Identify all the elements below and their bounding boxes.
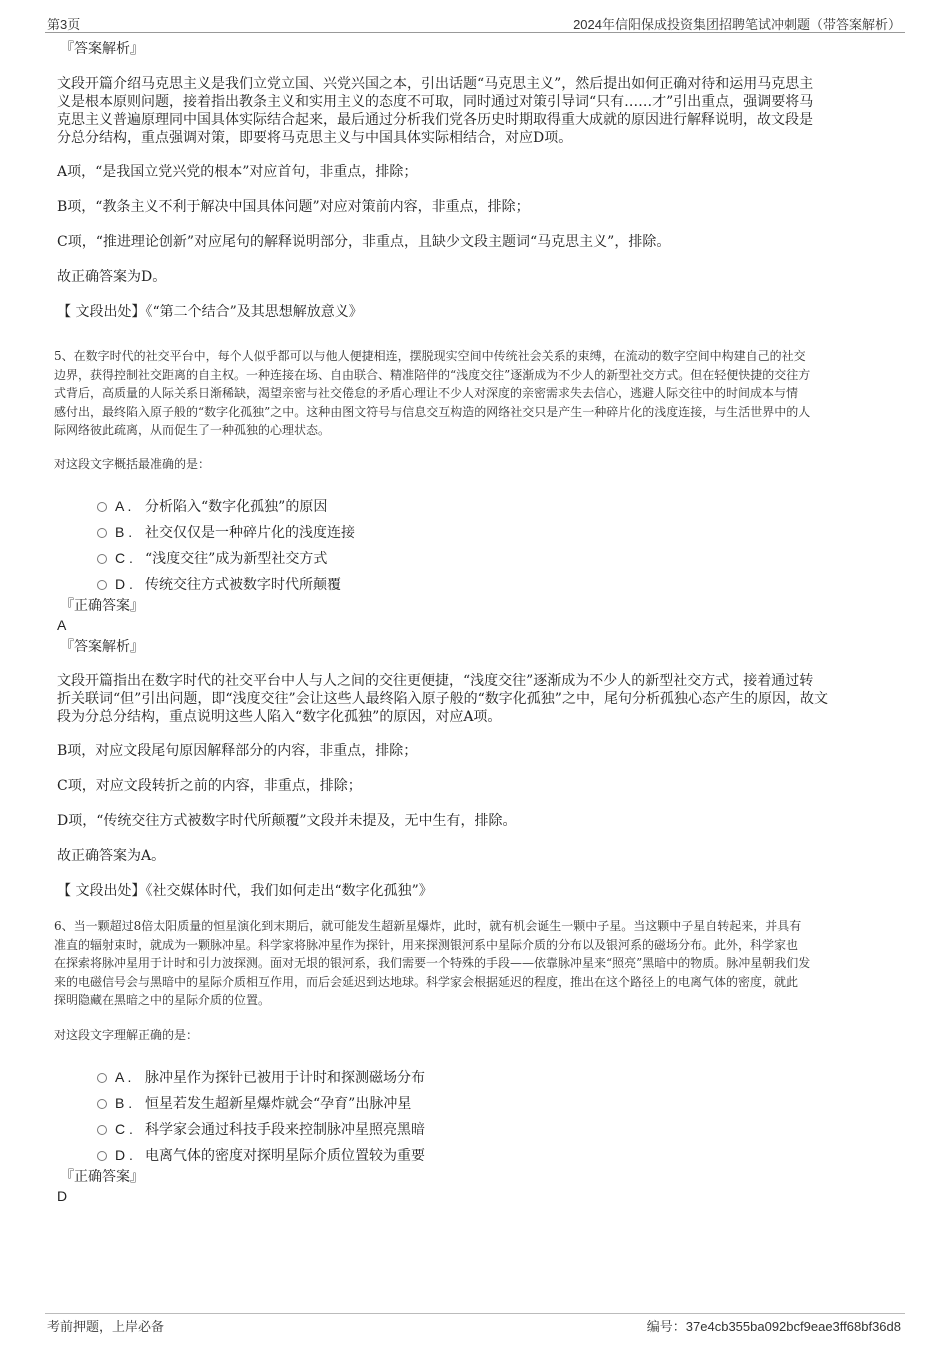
q6-option-a[interactable]: A . 脉冲星作为探针已被用于计时和探测磁场分布 <box>57 1064 897 1090</box>
q6-option-d[interactable]: D . 电离气体的密度对探明星际介质位置较为重要 <box>57 1142 897 1168</box>
q4-source: 【 文段出处】《“第二个结合”及其思想解放意义》 <box>57 304 363 320</box>
q6-correct-answer: D <box>57 1188 68 1204</box>
q5-option-d[interactable]: D . 传统交往方式被数字时代所颠覆 <box>57 571 897 597</box>
q6-prompt: 对这段文字理解正确的是： <box>54 1027 199 1042</box>
document-id: 编号：37e4cb355ba092bcf9eae3ff68bf36d8 <box>646 1319 901 1334</box>
page-content <box>54 40 897 1206</box>
page-number: 第3页 <box>47 17 81 32</box>
q5-conclusion: 故正确答案为A。 <box>57 848 166 864</box>
q5-options <box>57 493 897 597</box>
radio-button-icon[interactable] <box>97 1099 107 1109</box>
q5-source: 【 文段出处】《社交媒体时代，我们如何走出“数字化孤独”》 <box>57 883 433 899</box>
radio-button-icon[interactable] <box>97 1073 107 1083</box>
radio-button-icon[interactable] <box>97 528 107 538</box>
q6-option-b[interactable]: B . 恒星若发生超新星爆炸就会“孕育”出脉冲星 <box>57 1090 897 1116</box>
q4-analysis-label: 『答案解析』 <box>60 41 144 57</box>
q5-option-a[interactable]: A . 分析陷入“数字化孤独”的原因 <box>57 493 897 519</box>
q4-conclusion: 故正确答案为D。 <box>57 269 167 285</box>
q5-option-b[interactable]: B . 社交仅仅是一种碎片化的浅度连接 <box>57 519 897 545</box>
q5-prompt: 对这段文字概括最准确的是： <box>54 456 211 471</box>
radio-button-icon[interactable] <box>97 502 107 512</box>
q4-analysis: 文段开篇介绍马克思主义是我们立党立国、兴党兴国之本，引出话题“马克思主义”，然后提出如何正确对待和运用马克思主 义是根本原则问题，接着指出教条主义和实用主义的态度不可取，同时通过对策引导词“只有……才”引出重点，强调要将马 克思主义普遍原理同中国具体实际结合起来，最后通过分析我们党各历史时期取得重大成就的原因进行解释说明，故文段是 分总分结构，重点强调对策，即要将马克思主义与中国具体实际相结合，对应D项。 <box>57 76 814 146</box>
q5-note-b: B项，对应文段尾句原因解释部分的内容，非重点，排除； <box>57 743 418 759</box>
document-title: 2024年信阳保成投资集团招聘笔试冲刺题（带答案解析） <box>573 17 901 32</box>
q6-options <box>57 1064 897 1168</box>
radio-button-icon[interactable] <box>97 1125 107 1135</box>
footer-slogan: 考前押题，上岸必备 <box>47 1319 165 1334</box>
q6-question: 6、当一颗超过8倍太阳质量的恒星演化到末期后，就可能发生超新星爆炸，此时，就有机会诞生一颗中子星。当这颗中子星自转起来，并具有 准直的辐射束时，就成为一颗脉冲星。科学家将脉冲星作为探针，用来探测银河系中星际介质的分布以及银河系的磁场分布。此外，科学家也 在探索将脉冲星用于计时和引力波探测。面对无垠的银河系，我们需要一个特殊的手段——依靠脉冲星来“照亮”黑暗中的物质。脉冲星朝我们发 来的电磁信号会与黑暗中的星际介质相互作用，而后会延迟到达地球。科学家会根据延迟的程度，推出在这个路径上的电离气体的密度，就此 探明隐藏在黑暗之中的星际介质的位置。 <box>54 919 811 1007</box>
q4-note-c: C项，“推进理论创新”对应尾句的解释说明部分，非重点，且缺少文段主题词“马克思主义”，排除。 <box>57 234 671 250</box>
q4-note-a: A项，“是我国立党兴党的根本”对应首句，非重点，排除； <box>57 164 418 180</box>
q6-correct-label: 『正确答案』 <box>60 1169 144 1185</box>
q6-option-c[interactable]: C . 科学家会通过科技手段来控制脉冲星照亮黑暗 <box>57 1116 897 1142</box>
page-header <box>45 12 905 33</box>
q5-note-c: C项，对应文段转折之前的内容，非重点，排除； <box>57 778 362 794</box>
radio-button-icon[interactable] <box>97 580 107 590</box>
q5-option-c[interactable]: C . “浅度交往”成为新型社交方式 <box>57 545 897 571</box>
q5-note-d: D项，“传统交往方式被数字时代所颠覆”文段并未提及，无中生有，排除。 <box>57 813 517 829</box>
page-footer <box>45 1313 905 1336</box>
q5-question: 5、在数字时代的社交平台中，每个人似乎都可以与他人便捷相连，摆脱现实空间中传统社会关系的束缚，在流动的数字空间中构建自己的社交 边界，获得控制社交距离的自主权。一种连接在场、自由联合、精准陪伴的“浅度交往”逐渐成为不少人的新型社交方式。但在轻便快捷的交往方 式背后，高质量的人际关系日渐稀缺，渴望亲密与社交倦怠的矛盾心理让不少人对深度的亲密需求失去信心，逃避人际交往中的时间成本与情 感付出，最终陷入原子般的“数字化孤独”之中。这种由图文符号与信息交互构造的网络社交只是产生一种碎片化的浅度连接，与生活世界中的人 际网络彼此疏离，从而促生了一种孤独的心理状态。 <box>54 349 811 437</box>
q5-correct-answer: A <box>57 617 67 633</box>
radio-button-icon[interactable] <box>97 1151 107 1161</box>
q5-correct-label: 『正确答案』 <box>60 598 144 614</box>
q5-analysis-label: 『答案解析』 <box>60 639 144 655</box>
radio-button-icon[interactable] <box>97 554 107 564</box>
q5-analysis: 文段开篇指出在数字时代的社交平台中人与人之间的交往更便捷，“浅度交往”逐渐成为不少人的新型社交方式，接着通过转 折关联词“但”引出问题，即“浅度交往”会让这些人最终陷入原子般的“数字化孤独”之中，尾句分析孤独心态产生的原因，故文 段为分总分结构，重点说明这些人陷入“数字化孤独”的原因，对应A项。 <box>57 673 828 725</box>
q4-note-b: B项，“教条主义不利于解决中国具体问题”对应对策前内容，非重点，排除； <box>57 199 530 215</box>
